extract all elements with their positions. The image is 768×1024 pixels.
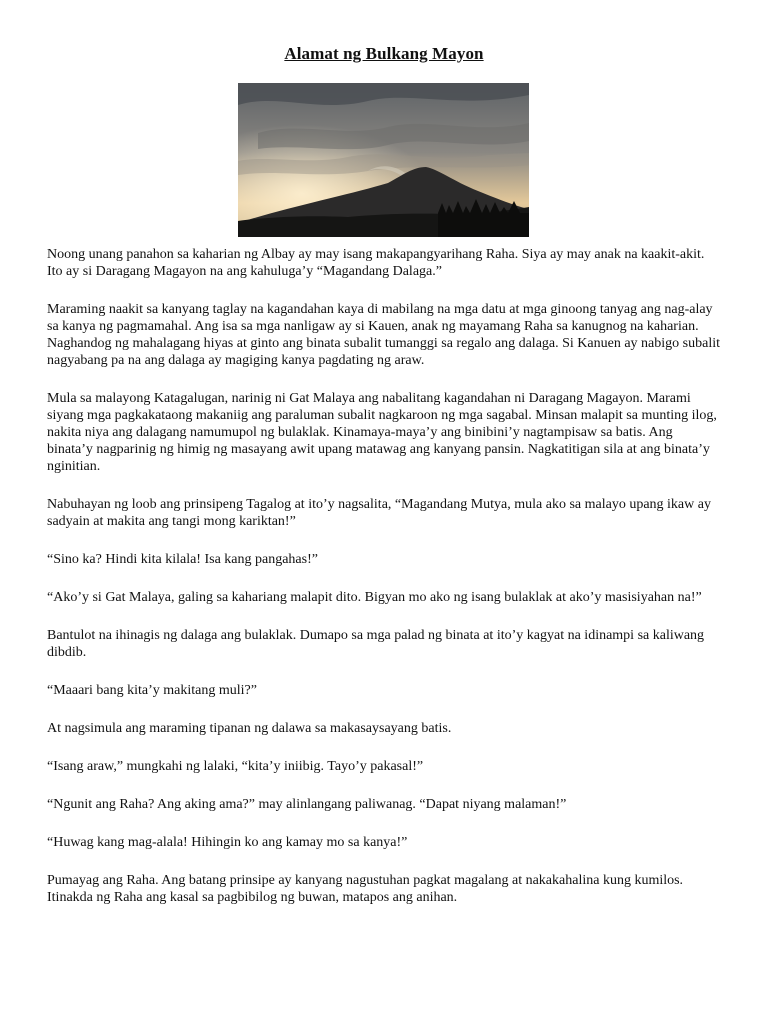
volcano-photo <box>238 83 529 237</box>
document-title: Alamat ng Bulkang Mayon <box>284 44 484 63</box>
paragraph: “Sino ka? Hindi kita kilala! Isa kang pangahas!” <box>47 552 318 567</box>
paragraph: “Ngunit ang Raha? Ang aking ama?” may alinlangang paliwanag. “Dapat niyang malaman!” <box>47 797 567 812</box>
paragraph: Mula sa malayong Katagalugan, narinig ni Gat Malaya ang nabalitang kagandahan ni Daragang Magayon. Marami siyang mga pagkakataong makaniig ang paraluman subalit nagkaroon ng mga sagabal. Minsan malapit sa munting ilog, nakita niya ang dalagang namumupol ng bulaklak. Kinamaya-maya’y ang binibini’y nagtampisaw sa batis. Ang binata’y nagparinig ng himig ng masayang awit upang matawag ang kanyang pansin. Nagkatitigan sila at ang binata’y nginitian. <box>47 391 717 474</box>
paragraph: “Huwag kang mag-alala! Hihingin ko ang kamay mo sa kanya!” <box>47 835 408 850</box>
paragraph: “Ako’y si Gat Malaya, galing sa kahariang malapit dito. Bigyan mo ako ng isang bulaklak at ako’y masisiyahan na!” <box>47 590 702 605</box>
document-body <box>47 246 721 927</box>
paragraph: Bantulot na ihinagis ng dalaga ang bulaklak. Dumapo sa mga palad ng binata at ito’y kagyat na idinampi sa kaliwang dibdib. <box>47 628 705 660</box>
paragraph: Nabuhayan ng loob ang prinsipeng Tagalog at ito’y nagsalita, “Magandang Mutya, mula ako sa malayo upang ikaw ay sadyain at makita ang tangi mong kariktan!” <box>47 497 711 529</box>
paragraph: Noong unang panahon sa kaharian ng Albay ay may isang makapangyarihang Raha. Siya ay may anak na kaakit-akit. Ito ay si Daragang Magayon na ang kahuluga’y “Magandang Dalaga.” <box>47 247 705 279</box>
paragraph: Pumayag ang Raha. Ang batang prinsipe ay kanyang nagustuhan pagkat magalang at nakakahalina kung kumilos. Itinakda ng Raha ang kasal sa pagbibilog ng buwan, matapos ang anihan. <box>47 873 684 905</box>
paragraph: “Isang araw,” mungkahi ng lalaki, “kita’y iniibig. Tayo’y pakasal!” <box>47 759 424 774</box>
paragraph: “Maaari bang kita’y makitang muli?” <box>47 683 257 698</box>
paragraph: Maraming naakit sa kanyang taglay na kagandahan kaya di mabilang na mga datu at mga ginoong tanyag ang nag-alay sa kanya ng pagmamahal. Ang isa sa mga nanligaw ay si Kauen, anak ng mayamang Raha sa kanugnog na kaharian. Naghandog ng mahalagang hiyas at ginto ang binata subalit tumanggi sa regalo ang dalaga. Si Kanuen ay nabigo subalit nagyabang pa na ang dalaga ay magiging kanya pagdating ng araw. <box>47 302 720 368</box>
paragraph: At nagsimula ang maraming tipanan ng dalawa sa makasaysayang batis. <box>47 721 452 736</box>
